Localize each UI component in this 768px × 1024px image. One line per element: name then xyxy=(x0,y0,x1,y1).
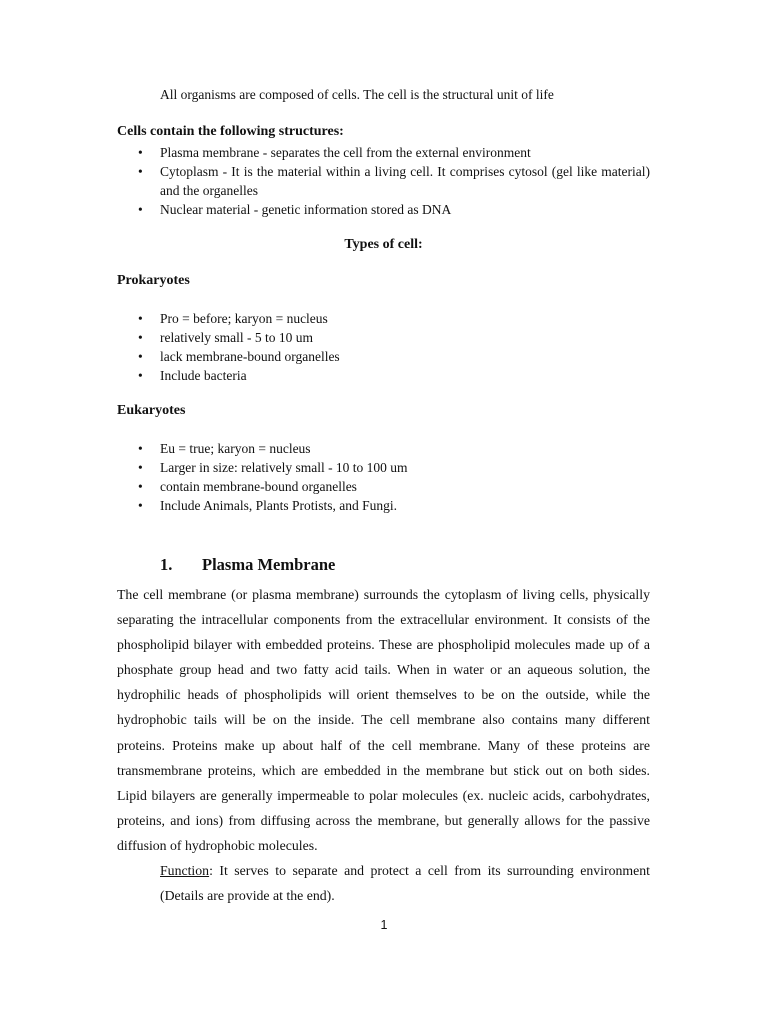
page-number: 1 xyxy=(380,918,388,932)
list-item-text: contain membrane-bound organelles xyxy=(160,479,357,494)
list-item xyxy=(138,439,650,458)
intro-sentence: All organisms are composed of cells. The cell is the structural unit of life xyxy=(160,87,554,102)
prokaryotes-list xyxy=(138,309,650,385)
bullet-icon: • xyxy=(138,145,143,160)
bullet-icon: • xyxy=(138,441,143,456)
list-item-text: Eu = true; karyon = nucleus xyxy=(160,441,311,456)
bullet-icon: • xyxy=(138,460,143,475)
types-heading: Types of cell: xyxy=(344,237,423,252)
list-item xyxy=(138,366,650,385)
list-item xyxy=(138,477,650,496)
bullet-icon: • xyxy=(138,368,143,383)
function-text: : It serves to separate and protect a cell from its surrounding environment (Details are provide at the end). xyxy=(160,863,650,903)
list-item xyxy=(138,496,650,515)
list-item xyxy=(138,458,650,477)
list-item xyxy=(138,200,650,219)
structures-list xyxy=(138,143,650,219)
bullet-icon: • xyxy=(138,479,143,494)
bullet-icon: • xyxy=(138,498,143,513)
eukaryotes-heading: Eukaryotes xyxy=(117,403,186,418)
list-item-text: Include bacteria xyxy=(160,368,247,383)
bullet-icon: • xyxy=(138,311,143,326)
bullet-icon: • xyxy=(138,164,143,179)
list-item-text: Cytoplasm - It is the material within a living cell. It comprises cytosol (gel like material) and the organelles xyxy=(160,164,650,198)
function-paragraph xyxy=(160,858,650,908)
bullet-icon: • xyxy=(138,330,143,345)
list-item-text: relatively small - 5 to 10 um xyxy=(160,330,313,345)
eukaryotes-list xyxy=(138,439,650,515)
section-title: Plasma Membrane xyxy=(202,555,336,574)
list-item-text: Include Animals, Plants Protists, and Fungi. xyxy=(160,498,398,513)
section-number: 1. xyxy=(160,555,173,574)
bullet-icon: • xyxy=(138,349,143,364)
section-heading xyxy=(160,555,335,575)
list-item xyxy=(138,309,650,328)
structures-heading: Cells contain the following structures: xyxy=(117,124,344,139)
list-item xyxy=(138,162,650,200)
list-item-text: Larger in size: relatively small - 10 to 100 um xyxy=(160,460,408,475)
list-item-text: Nuclear material - genetic information stored as DNA xyxy=(160,202,452,217)
bullet-icon: • xyxy=(138,202,143,217)
list-item-text: Pro = before; karyon = nucleus xyxy=(160,311,328,326)
list-item xyxy=(138,347,650,366)
prokaryotes-heading: Prokaryotes xyxy=(117,273,190,288)
list-item-text: Plasma membrane - separates the cell from the external environment xyxy=(160,145,531,160)
function-label: Function xyxy=(160,863,210,878)
list-item xyxy=(138,143,650,162)
list-item xyxy=(138,328,650,347)
body-paragraph: The cell membrane (or plasma membrane) surrounds the cytoplasm of living cells, physically separating the intracellular components from the extracellular environment. It consists of the phospholipid bilayer with embedded proteins. These are phospholipid molecules made up of a phosphate group head and two fatty acid tails. When in water or an aqueous solution, the hydrophilic heads of phospholipids will orient themselves to be on the outside, while the hydrophobic tails will be on the inside. The cell membrane also contains many different proteins. Proteins make up about half of the cell membrane. Many of these proteins are transmembrane proteins, which are embedded in the membrane but stick out on both sides. Lipid bilayers are generally impermeable to polar molecules (ex. nucleic acids, carbohydrates, proteins, and ions) from diffusing across the membrane, but generally allows for the passive diffusion of hydrophobic molecules. xyxy=(117,587,650,853)
list-item-text: lack membrane-bound organelles xyxy=(160,349,340,364)
